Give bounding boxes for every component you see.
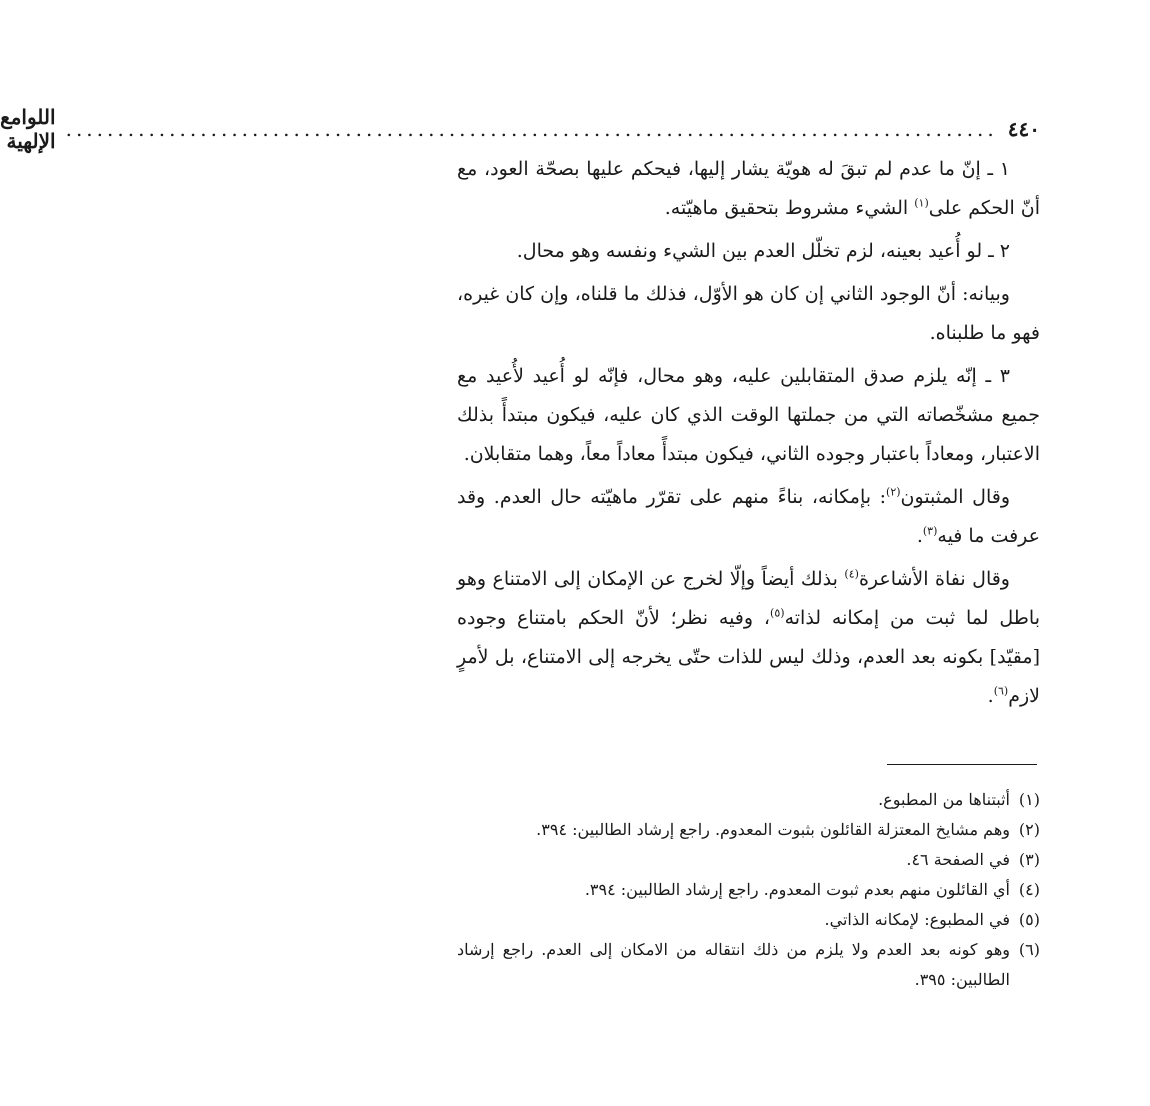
footnote <box>457 785 1040 815</box>
paragraph-6 <box>457 560 1040 716</box>
paragraph-4: ٣ ـ إنّه يلزم صدق المتقابلين عليه، وهو محال، فإنّه لو أُعيد لأُعيد مع جميع مشخّصاته التي من جملتها الوقت الذي كان عليه، فيكون مبتدأً بذلك الاعتبار، ومعاداً باعتبار وجوده الثاني، فيكون مبتدأً معاداً معاً، وهما متقابلان. <box>457 365 1040 465</box>
footnote <box>457 815 1040 845</box>
footnote-ref-4[interactable]: (٤) <box>844 567 859 581</box>
footnote-text: وهو كونه بعد العدم ولا يلزم من ذلك انتقاله من الامكان إلى العدم. راجع إرشاد الطالبين: ٣٩٥. <box>457 940 1010 989</box>
paragraph-6-text-b: بذلك أيضاً وإلّا لخرج عن الإمكان إلى الامتناع وهو باطل لما ثبت من إمكانه لذاته <box>457 568 1040 629</box>
footnote-number: (٥) <box>1018 910 1040 929</box>
main-text <box>457 150 1040 716</box>
footnote <box>457 905 1040 935</box>
footnote-text: وهم مشايخ المعتزلة القائلون بثبوت المعدوم. راجع إرشاد الطالبين: ٣٩٤. <box>536 820 1010 839</box>
paragraph-5-text-b: : بإمكانه، بناءً منهم على تقرّر ماهيّته حال العدم. وقد عرفت ما فيه <box>457 486 1040 547</box>
paragraph-5-text-a: وقال المثبتون <box>900 486 1010 508</box>
paragraph-5 <box>457 478 1040 556</box>
footnote-number: (٣) <box>1018 850 1040 869</box>
footnote-ref-1[interactable]: (١) <box>914 196 929 210</box>
paragraph-1-text-a: ١ ـ إنّ ما عدم لم تبقَ له هويّة يشار إليها، فيحكم عليها بصحّة العود، مع أنّ الحكم على <box>457 158 1040 219</box>
page-number: ٤٤٠ <box>1007 117 1040 141</box>
footnote-number: (٤) <box>1018 880 1040 899</box>
footnote-ref-2[interactable]: (٢) <box>886 485 901 499</box>
running-title: اللوامع الإلهية <box>0 105 56 153</box>
paragraph-1 <box>457 150 1040 228</box>
footnote-number: (٢) <box>1018 820 1040 839</box>
footnote-number: (٦) <box>1018 940 1040 959</box>
footnote-text: أثبتناها من المطبوع. <box>878 790 1010 809</box>
paragraph-6-text-a: وقال نفاة الأشاعرة <box>858 568 1010 590</box>
footnote <box>457 845 1040 875</box>
footnote <box>457 935 1040 995</box>
header-leader-dots: .......................................................................................... <box>65 117 998 141</box>
footnote-number: (١) <box>1018 790 1040 809</box>
footnote-text: في المطبوع: لإمكانه الذاتي. <box>824 910 1010 929</box>
footnote-ref-6[interactable]: (٦) <box>993 684 1009 698</box>
footnote-ref-3[interactable]: (٣) <box>922 524 938 538</box>
paragraph-5-text-c: . <box>916 525 923 547</box>
paragraph-1-text-b: الشيء مشروط بتحقيق ماهيّته. <box>664 197 915 219</box>
footnote-text: في الصفحة ٤٦. <box>906 850 1010 869</box>
paragraph-3: وبيانه: أنّ الوجود الثاني إن كان هو الأوّل، فذلك ما قلناه، وإن كان غيره، فهو ما طلبناه. <box>457 283 1040 344</box>
running-header <box>0 105 1040 153</box>
paragraph-6-text-c: ، وفيه نظر؛ لأنّ الحكم بامتناع وجوده [مقيّد] بكونه بعد العدم، وذلك ليس للذات حتّى يخرجه إلى الامتناع، بل لأمرٍ لازم <box>457 607 1040 707</box>
paragraph-6-text-d: . <box>987 685 994 707</box>
footnote-ref-5[interactable]: (٥) <box>770 606 785 620</box>
footnote-text: أي القائلون منهم بعدم ثبوت المعدوم. راجع إرشاد الطالبين: ٣٩٤. <box>584 880 1010 899</box>
paragraph-2: ٢ ـ لو أُعيد بعينه، لزم تخلّل العدم بين الشيء ونفسه وهو محال. <box>516 240 1010 262</box>
footnotes <box>457 785 1040 995</box>
footnote-separator <box>887 764 1037 765</box>
footnote <box>457 875 1040 905</box>
